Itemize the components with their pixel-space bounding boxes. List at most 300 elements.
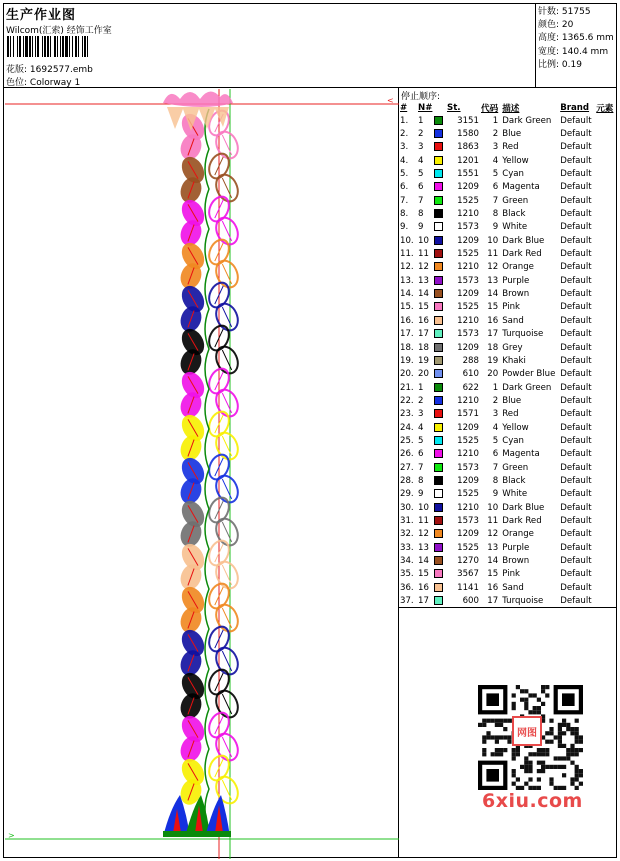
table-row: [399, 181, 613, 194]
row-swatch: [434, 207, 447, 220]
row-needle: 17: [418, 329, 429, 340]
row-element: [596, 381, 613, 394]
row-swatch: [434, 568, 447, 581]
row-brand: Default: [560, 342, 592, 353]
qr-module: [533, 693, 537, 697]
row-element: [596, 394, 613, 407]
color-swatch: [434, 302, 443, 311]
row-index: 24.: [400, 422, 414, 433]
row-swatch: [434, 421, 447, 434]
row-needle: 4: [418, 155, 424, 166]
row-needle: 7: [418, 195, 424, 206]
row-description: Yellow: [502, 422, 529, 433]
row-code: 8: [492, 475, 499, 486]
row-swatch: [434, 394, 447, 407]
row-brand: Default: [560, 289, 592, 300]
row-element: [596, 181, 613, 194]
row-swatch: [434, 554, 447, 567]
row-needle: 9: [418, 222, 424, 233]
row-swatch: [434, 488, 447, 501]
row-index: 29.: [400, 489, 414, 500]
row-index: 19.: [400, 355, 414, 366]
qr-module: [558, 765, 562, 769]
qr-module: [499, 719, 503, 723]
qr-module: [575, 748, 579, 752]
qr-module: [516, 685, 520, 689]
qr-module: [520, 698, 524, 702]
row-needle: 13: [418, 275, 429, 286]
qr-module: [524, 769, 528, 773]
row-description: Sand: [502, 315, 524, 326]
row-description: Brown: [502, 289, 530, 300]
row-needle: 20: [418, 369, 429, 380]
row-code: 12: [487, 262, 499, 273]
row-swatch: [434, 127, 447, 140]
color-swatch: [434, 556, 443, 565]
row-stitches: 1573: [457, 462, 479, 473]
col-stitches: St.: [447, 102, 461, 113]
row-needle: 11: [418, 249, 429, 260]
qr-module: [566, 752, 570, 756]
qr-module: [524, 756, 528, 760]
qr-module: [512, 702, 516, 706]
row-needle: 6: [418, 182, 424, 193]
color-swatch: [434, 436, 443, 445]
qr-module: [562, 719, 566, 723]
qr-module: [524, 689, 528, 693]
qr-module: [512, 748, 516, 752]
row-index: 12.: [400, 262, 414, 273]
row-swatch: [434, 194, 447, 207]
row-element: [596, 408, 613, 421]
row-swatch: [434, 581, 447, 594]
table-row: [399, 474, 613, 487]
qr-module: [528, 777, 532, 781]
qr-finder: [486, 769, 499, 782]
qr-module: [537, 769, 541, 773]
row-stitches: 622: [462, 382, 479, 393]
row-code: 2: [492, 129, 499, 140]
header-divider: [3, 87, 617, 88]
table-row: [399, 341, 613, 354]
color-swatch: [434, 169, 443, 178]
qr-module: [503, 748, 507, 752]
stop-table-header: [399, 101, 613, 114]
row-element: [596, 127, 613, 140]
qr-module: [524, 761, 528, 765]
row-code: 11: [487, 249, 499, 260]
qr-module: [570, 782, 574, 786]
color-swatch: [434, 369, 443, 378]
row-element: [596, 274, 613, 287]
qr-module: [566, 748, 570, 752]
color-swatch: [434, 449, 443, 458]
row-brand: Default: [560, 182, 592, 193]
row-stitches: 1210: [457, 262, 479, 273]
row-code: 3: [492, 142, 499, 153]
row-index: 3.: [400, 142, 409, 153]
row-element: [596, 141, 613, 154]
row-element: [596, 328, 613, 341]
row-description: Blue: [502, 395, 522, 406]
qr-module: [570, 727, 574, 731]
row-swatch: [434, 381, 447, 394]
barcode: [7, 36, 142, 57]
qr-module: [566, 756, 570, 760]
table-row: [399, 488, 613, 501]
qr-module: [499, 752, 503, 756]
qr-module: [558, 740, 562, 744]
row-needle: 2: [418, 129, 424, 140]
row-stitches: 1270: [457, 556, 479, 567]
qr-module: [528, 761, 532, 765]
design-file-line: [6, 62, 93, 75]
color-swatch: [434, 316, 443, 325]
row-element: [596, 261, 613, 274]
qr-module: [575, 731, 579, 735]
row-element: [596, 501, 613, 514]
row-description: Blue: [502, 129, 522, 140]
table-row: [399, 194, 613, 207]
color-swatch: [434, 569, 443, 578]
row-index: 37.: [400, 596, 414, 607]
row-element: [596, 221, 613, 234]
row-code: 15: [487, 302, 499, 313]
row-code: 17: [487, 596, 499, 607]
row-brand: Default: [560, 435, 592, 446]
table-row: [399, 448, 613, 461]
table-row: [399, 221, 613, 234]
row-brand: Default: [560, 209, 592, 220]
qr-module: [533, 710, 537, 714]
table-row: [399, 247, 613, 260]
row-description: Dark Blue: [502, 235, 545, 246]
row-description: Red: [502, 142, 519, 153]
row-description: Cyan: [502, 435, 525, 446]
row-index: 22.: [400, 395, 414, 406]
row-code: 5: [492, 435, 499, 446]
row-index: 1.: [400, 115, 409, 126]
row-brand: Default: [560, 195, 592, 206]
row-stitches: 600: [462, 596, 479, 607]
row-code: 18: [487, 342, 499, 353]
row-element: [596, 167, 613, 180]
row-index: 2.: [400, 129, 409, 140]
table-row: [399, 461, 613, 474]
qr-module: [545, 731, 549, 735]
qr-module: [512, 706, 516, 710]
qr-module: [499, 723, 503, 727]
row-needle: 14: [418, 289, 429, 300]
color-swatch: [434, 262, 443, 271]
stat-scale: 比例: 0.19: [538, 59, 582, 70]
qr-module: [537, 761, 541, 765]
color-swatch: [434, 396, 443, 405]
row-code: 11: [487, 515, 499, 526]
qr-module: [524, 698, 528, 702]
row-description: Yellow: [502, 155, 529, 166]
qr-module: [507, 735, 511, 739]
row-swatch: [434, 274, 447, 287]
qr-module: [537, 748, 541, 752]
row-code: 12: [487, 529, 499, 540]
color-swatch: [434, 182, 443, 191]
row-code: 7: [492, 195, 499, 206]
row-code: 9: [492, 489, 499, 500]
qr-module: [482, 719, 486, 723]
row-code: 10: [487, 235, 499, 246]
qr-module: [541, 761, 545, 765]
qr-module: [545, 748, 549, 752]
row-needle: 10: [418, 502, 429, 513]
row-element: [596, 287, 613, 300]
row-element: [596, 314, 613, 327]
qr-module: [575, 740, 579, 744]
qr-module: [528, 769, 532, 773]
row-index: 33.: [400, 542, 414, 553]
row-index: 15.: [400, 302, 414, 313]
row-description: Dark Green: [502, 382, 552, 393]
row-stitches: 1573: [457, 222, 479, 233]
row-needle: 15: [418, 569, 429, 580]
qr-module: [482, 723, 486, 727]
row-brand: Default: [560, 315, 592, 326]
qr-module: [486, 731, 490, 735]
row-code: 19: [487, 355, 499, 366]
qr-module: [499, 735, 503, 739]
qr-module: [537, 777, 541, 781]
color-swatch: [434, 503, 443, 512]
row-needle: 16: [418, 315, 429, 326]
qr-module: [537, 706, 541, 710]
row-index: 32.: [400, 529, 414, 540]
qr-module: [558, 744, 562, 748]
qr-module: [478, 723, 482, 727]
qr-module: [549, 782, 553, 786]
row-element: [596, 368, 613, 381]
qr-module: [575, 719, 579, 723]
row-swatch: [434, 154, 447, 167]
row-brand: Default: [560, 382, 592, 393]
qr-module: [566, 723, 570, 727]
row-index: 26.: [400, 449, 414, 460]
qr-module: [575, 769, 579, 773]
row-swatch: [434, 301, 447, 314]
table-row: [399, 328, 613, 341]
row-description: Dark Blue: [502, 502, 545, 513]
row-element: [596, 514, 613, 527]
row-swatch: [434, 408, 447, 421]
row-brand: Default: [560, 569, 592, 580]
row-code: 7: [492, 462, 499, 473]
table-row: [399, 381, 613, 394]
row-brand: Default: [560, 489, 592, 500]
row-description: Sand: [502, 582, 524, 593]
row-stitches: 1525: [457, 435, 479, 446]
table-row: [399, 301, 613, 314]
row-element: [596, 234, 613, 247]
row-needle: 4: [418, 422, 424, 433]
qr-module: [558, 756, 562, 760]
col-index: #: [400, 102, 408, 113]
row-index: 7.: [400, 195, 409, 206]
row-brand: Default: [560, 556, 592, 567]
qr-module: [482, 752, 486, 756]
row-stitches: 1209: [457, 289, 479, 300]
barcode-bar: [88, 36, 90, 57]
row-element: [596, 247, 613, 260]
qr-module: [558, 735, 562, 739]
row-swatch: [434, 354, 447, 367]
row-description: Purple: [502, 275, 530, 286]
color-swatch: [434, 276, 443, 285]
row-code: 14: [487, 556, 499, 567]
row-stitches: 1525: [457, 542, 479, 553]
row-index: 11.: [400, 249, 414, 260]
row-description: Pink: [502, 569, 521, 580]
row-swatch: [434, 594, 447, 607]
qr-module: [503, 727, 507, 731]
row-brand: Default: [560, 475, 592, 486]
qr-finder: [562, 693, 575, 706]
row-swatch: [434, 541, 447, 554]
row-stitches: 1141: [457, 582, 479, 593]
qr-module: [575, 773, 579, 777]
row-needle: 12: [418, 262, 429, 273]
row-brand: Default: [560, 155, 592, 166]
qr-module: [566, 727, 570, 731]
row-stitches: 1551: [457, 169, 479, 180]
row-needle: 8: [418, 209, 424, 220]
row-stitches: 1209: [457, 235, 479, 246]
color-swatch: [434, 289, 443, 298]
color-swatch: [434, 156, 443, 165]
row-code: 1: [492, 382, 499, 393]
row-element: [596, 154, 613, 167]
row-stitches: 1525: [457, 195, 479, 206]
qr-module: [499, 748, 503, 752]
row-needle: 11: [418, 515, 429, 526]
row-index: 21.: [400, 382, 414, 393]
row-brand: Default: [560, 449, 592, 460]
qr-module: [558, 723, 562, 727]
color-swatch: [434, 329, 443, 338]
row-needle: 19: [418, 355, 429, 366]
row-code: 14: [487, 289, 499, 300]
design-file-value: 1692577.emb: [29, 65, 93, 75]
qr-module: [541, 765, 545, 769]
table-row: [399, 207, 613, 220]
color-swatch: [434, 116, 443, 125]
row-swatch: [434, 341, 447, 354]
qr-module: [579, 782, 583, 786]
table-row: [399, 127, 613, 140]
row-stitches: 1525: [457, 302, 479, 313]
row-brand: Default: [560, 262, 592, 273]
row-element: [596, 301, 613, 314]
row-code: 16: [487, 315, 499, 326]
row-swatch: [434, 181, 447, 194]
qr-module: [541, 752, 545, 756]
row-brand: Default: [560, 329, 592, 340]
stats-panel: [538, 6, 614, 72]
table-row: [399, 274, 613, 287]
qr-module: [541, 689, 545, 693]
row-stitches: 1525: [457, 489, 479, 500]
row-description: Pink: [502, 302, 521, 313]
row-index: 18.: [400, 342, 414, 353]
svg-text:<: <: [387, 96, 394, 105]
row-description: Purple: [502, 542, 530, 553]
row-swatch: [434, 514, 447, 527]
stat-colors: 颜色: 20: [538, 20, 574, 31]
qr-module: [491, 719, 495, 723]
col-needle: N#: [418, 102, 433, 113]
row-index: 14.: [400, 289, 414, 300]
row-code: 9: [492, 222, 499, 233]
col-element: 元素: [596, 103, 614, 114]
leaf-motifs: [178, 107, 242, 829]
qr-module: [503, 719, 507, 723]
qr-module: [570, 731, 574, 735]
row-brand: Default: [560, 502, 592, 513]
table-row: [399, 354, 613, 367]
qr-module: [507, 719, 511, 723]
qr-module: [549, 740, 553, 744]
qr-module: [549, 777, 553, 781]
row-brand: Default: [560, 115, 592, 126]
row-element: [596, 194, 613, 207]
row-stitches: 1571: [457, 409, 479, 420]
qr-module: [482, 748, 486, 752]
row-index: 25.: [400, 435, 414, 446]
qr-module: [524, 706, 528, 710]
row-index: 13.: [400, 275, 414, 286]
table-row: [399, 141, 613, 154]
qr-module: [562, 744, 566, 748]
row-description: Black: [502, 475, 526, 486]
color-swatch: [434, 129, 443, 138]
row-index: 27.: [400, 462, 414, 473]
row-brand: Default: [560, 422, 592, 433]
qr-module: [562, 765, 566, 769]
row-stitches: 1573: [457, 515, 479, 526]
row-needle: 2: [418, 395, 424, 406]
qr-module: [486, 735, 490, 739]
row-description: Black: [502, 209, 526, 220]
row-index: 6.: [400, 182, 409, 193]
row-swatch: [434, 261, 447, 274]
row-index: 30.: [400, 502, 414, 513]
row-swatch: [434, 448, 447, 461]
row-description: Khaki: [502, 355, 526, 366]
qr-module: [495, 723, 499, 727]
qr-module: [545, 765, 549, 769]
table-row: [399, 261, 613, 274]
color-swatch: [434, 463, 443, 472]
color-swatch: [434, 489, 443, 498]
table-row: [399, 154, 613, 167]
row-element: [596, 341, 613, 354]
qr-module: [516, 752, 520, 756]
row-index: 4.: [400, 155, 409, 166]
row-stitches: 1209: [457, 475, 479, 486]
row-description: Brown: [502, 556, 530, 567]
color-swatch: [434, 596, 443, 605]
row-swatch: [434, 287, 447, 300]
qr-module: [512, 769, 516, 773]
row-description: Orange: [502, 262, 534, 273]
